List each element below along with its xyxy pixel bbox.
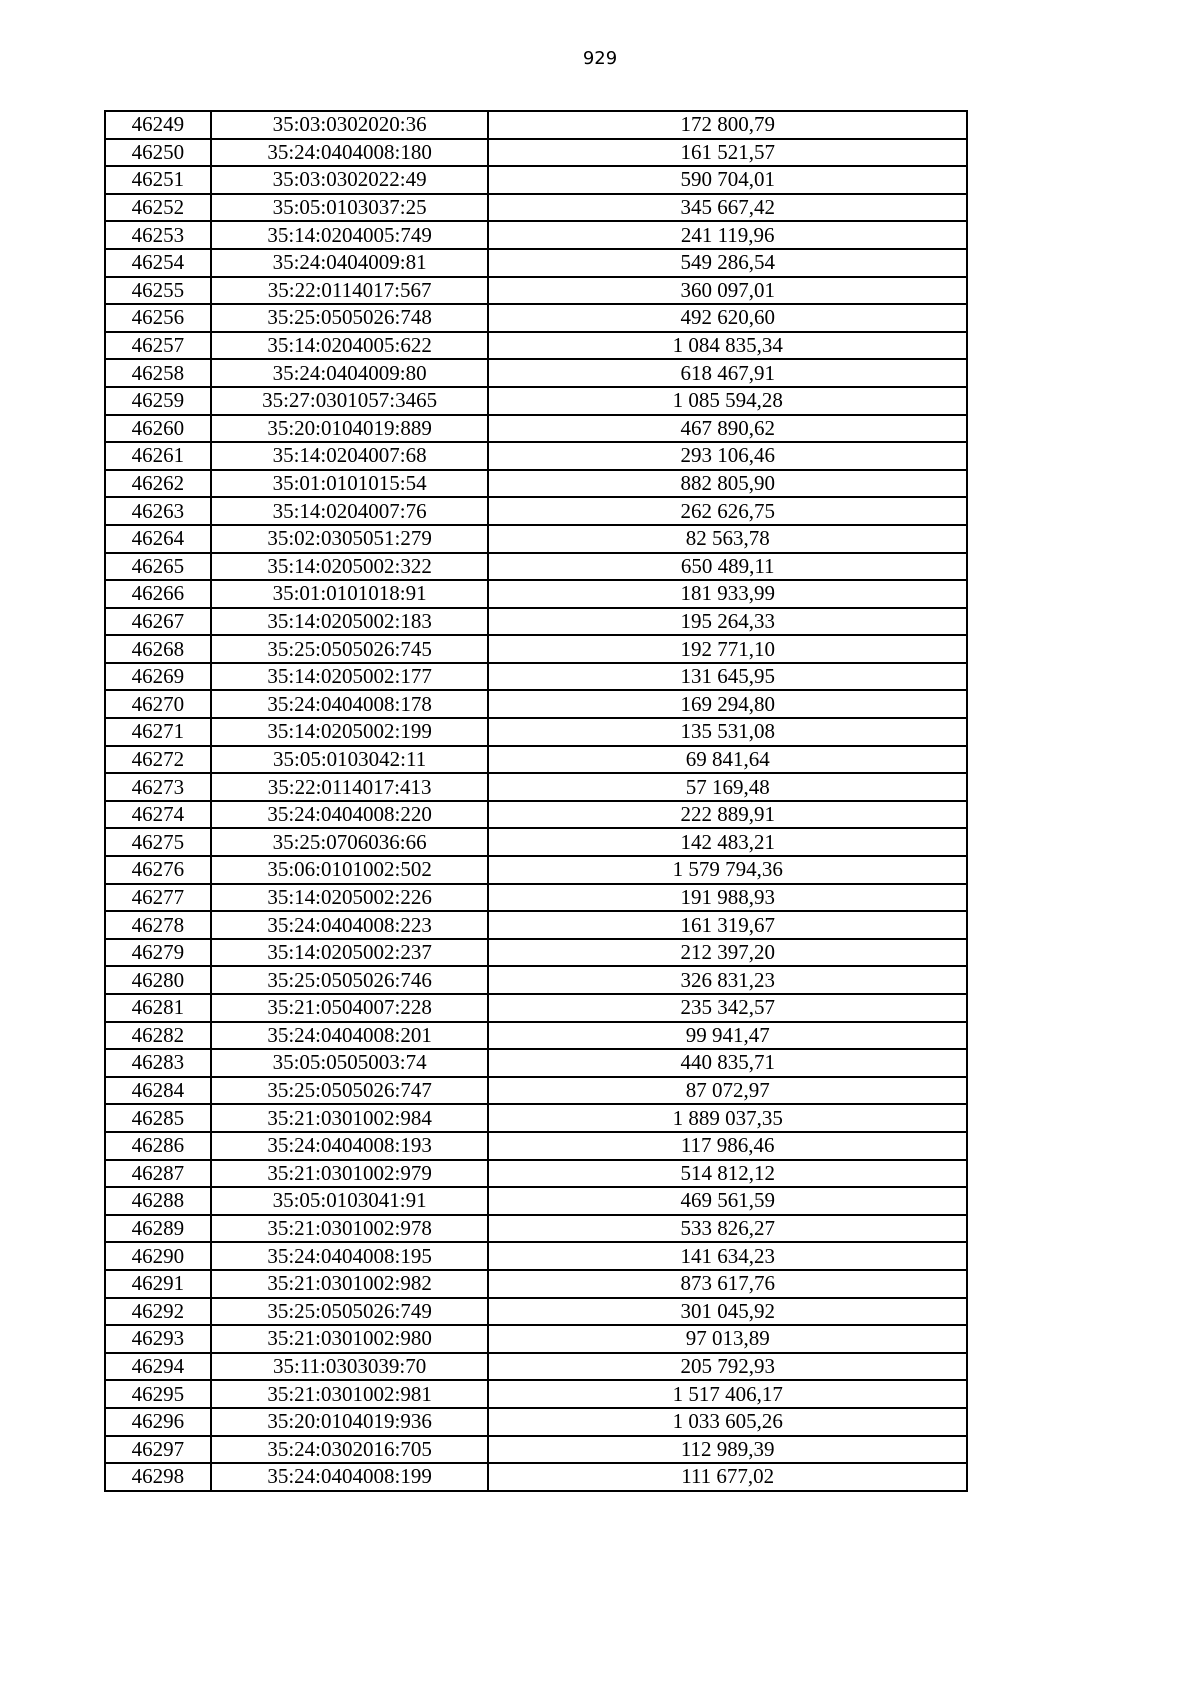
table-row — [105, 415, 967, 443]
table-row — [105, 690, 967, 718]
cadastral-number-cell: 35:03:0302022:49 — [211, 166, 489, 194]
cadastral-number-cell: 35:14:0204005:749 — [211, 221, 489, 249]
cadastral-number-cell: 35:14:0205002:322 — [211, 553, 489, 581]
cadastral-value-cell: 181 933,99 — [488, 580, 967, 608]
row-number-cell: 46292 — [105, 1298, 211, 1326]
table-row — [105, 1298, 967, 1326]
cadastral-value-cell: 1 579 794,36 — [488, 856, 967, 884]
table-row — [105, 470, 967, 498]
cadastral-number-cell: 35:24:0404008:195 — [211, 1242, 489, 1270]
cadastral-value-cell: 222 889,91 — [488, 801, 967, 829]
row-number-cell: 46269 — [105, 663, 211, 691]
row-number-cell: 46286 — [105, 1132, 211, 1160]
cadastral-number-cell: 35:14:0204005:622 — [211, 332, 489, 360]
cadastral-number-cell: 35:27:0301057:3465 — [211, 387, 489, 415]
cadastral-value-cell: 141 634,23 — [488, 1242, 967, 1270]
cadastral-number-cell: 35:21:0301002:978 — [211, 1215, 489, 1243]
cadastral-value-cell: 117 986,46 — [488, 1132, 967, 1160]
table-row — [105, 1022, 967, 1050]
table-row — [105, 773, 967, 801]
row-number-cell: 46256 — [105, 304, 211, 332]
cadastral-value-cell: 549 286,54 — [488, 249, 967, 277]
row-number-cell: 46275 — [105, 828, 211, 856]
table-row — [105, 387, 967, 415]
row-number-cell: 46281 — [105, 994, 211, 1022]
cadastral-number-cell: 35:14:0205002:226 — [211, 884, 489, 912]
row-number-cell: 46274 — [105, 801, 211, 829]
cadastral-value-cell: 142 483,21 — [488, 828, 967, 856]
table-row — [105, 994, 967, 1022]
row-number-cell: 46271 — [105, 718, 211, 746]
cadastral-value-cell: 69 841,64 — [488, 746, 967, 774]
table-row — [105, 1436, 967, 1464]
row-number-cell: 46273 — [105, 773, 211, 801]
cadastral-value-cell: 533 826,27 — [488, 1215, 967, 1243]
row-number-cell: 46288 — [105, 1187, 211, 1215]
row-number-cell: 46250 — [105, 139, 211, 167]
row-number-cell: 46297 — [105, 1436, 211, 1464]
table-row — [105, 1160, 967, 1188]
row-number-cell: 46282 — [105, 1022, 211, 1050]
cadastral-number-cell: 35:25:0706036:66 — [211, 828, 489, 856]
cadastral-number-cell: 35:25:0505026:747 — [211, 1077, 489, 1105]
table-row — [105, 1104, 967, 1132]
cadastral-number-cell: 35:21:0301002:979 — [211, 1160, 489, 1188]
row-number-cell: 46276 — [105, 856, 211, 884]
cadastral-number-cell: 35:24:0404008:180 — [211, 139, 489, 167]
cadastral-value-cell: 57 169,48 — [488, 773, 967, 801]
cadastral-value-cell: 1 084 835,34 — [488, 332, 967, 360]
row-number-cell: 46290 — [105, 1242, 211, 1270]
cadastral-value-cell: 1 033 605,26 — [488, 1408, 967, 1436]
cadastral-value-cell: 882 805,90 — [488, 470, 967, 498]
table-row — [105, 332, 967, 360]
cadastral-number-cell: 35:14:0205002:183 — [211, 608, 489, 636]
table-row — [105, 856, 967, 884]
cadastral-value-cell: 169 294,80 — [488, 690, 967, 718]
cadastral-number-cell: 35:05:0103041:91 — [211, 1187, 489, 1215]
cadastral-value-cell: 161 319,67 — [488, 911, 967, 939]
table-row — [105, 442, 967, 470]
cadastral-value-cell: 650 489,11 — [488, 553, 967, 581]
table-row — [105, 966, 967, 994]
cadastral-value-cell: 172 800,79 — [488, 111, 967, 139]
row-number-cell: 46289 — [105, 1215, 211, 1243]
table-row — [105, 1132, 967, 1160]
cadastral-number-cell: 35:03:0302020:36 — [211, 111, 489, 139]
table-row — [105, 139, 967, 167]
cadastral-number-cell: 35:01:0101015:54 — [211, 470, 489, 498]
cadastral-number-cell: 35:05:0103042:11 — [211, 746, 489, 774]
cadastral-number-cell: 35:25:0505026:749 — [211, 1298, 489, 1326]
table-row — [105, 939, 967, 967]
cadastral-value-cell: 293 106,46 — [488, 442, 967, 470]
row-number-cell: 46249 — [105, 111, 211, 139]
table-row — [105, 1242, 967, 1270]
row-number-cell: 46270 — [105, 690, 211, 718]
table-row — [105, 1380, 967, 1408]
table-row — [105, 166, 967, 194]
table-row — [105, 801, 967, 829]
cadastral-number-cell: 35:24:0404008:178 — [211, 690, 489, 718]
cadastral-number-cell: 35:20:0104019:889 — [211, 415, 489, 443]
row-number-cell: 46262 — [105, 470, 211, 498]
table-row — [105, 553, 967, 581]
row-number-cell: 46295 — [105, 1380, 211, 1408]
cadastral-number-cell: 35:24:0404009:81 — [211, 249, 489, 277]
row-number-cell: 46296 — [105, 1408, 211, 1436]
cadastral-value-cell: 262 626,75 — [488, 497, 967, 525]
cadastral-number-cell: 35:24:0404008:193 — [211, 1132, 489, 1160]
table-row — [105, 249, 967, 277]
table-row — [105, 1408, 967, 1436]
cadastral-value-cell: 326 831,23 — [488, 966, 967, 994]
cadastral-number-cell: 35:25:0505026:746 — [211, 966, 489, 994]
cadastral-value-cell: 618 467,91 — [488, 359, 967, 387]
cadastral-number-cell: 35:25:0505026:748 — [211, 304, 489, 332]
cadastral-number-cell: 35:14:0204007:68 — [211, 442, 489, 470]
cadastral-number-cell: 35:14:0205002:199 — [211, 718, 489, 746]
table-row — [105, 1353, 967, 1381]
cadastral-number-cell: 35:14:0205002:237 — [211, 939, 489, 967]
cadastral-number-cell: 35:14:0205002:177 — [211, 663, 489, 691]
row-number-cell: 46278 — [105, 911, 211, 939]
cadastral-number-cell: 35:21:0301002:981 — [211, 1380, 489, 1408]
row-number-cell: 46252 — [105, 194, 211, 222]
cadastral-value-cell: 1 889 037,35 — [488, 1104, 967, 1132]
row-number-cell: 46285 — [105, 1104, 211, 1132]
cadastral-number-cell: 35:21:0301002:980 — [211, 1325, 489, 1353]
cadastral-value-table — [104, 110, 968, 1492]
row-number-cell: 46268 — [105, 635, 211, 663]
cadastral-value-cell: 131 645,95 — [488, 663, 967, 691]
cadastral-number-cell: 35:14:0204007:76 — [211, 497, 489, 525]
cadastral-number-cell: 35:25:0505026:745 — [211, 635, 489, 663]
row-number-cell: 46293 — [105, 1325, 211, 1353]
cadastral-number-cell: 35:21:0504007:228 — [211, 994, 489, 1022]
row-number-cell: 46294 — [105, 1353, 211, 1381]
table-body — [105, 111, 967, 1491]
table-row — [105, 277, 967, 305]
row-number-cell: 46255 — [105, 277, 211, 305]
cadastral-number-cell: 35:06:0101002:502 — [211, 856, 489, 884]
cadastral-value-cell: 514 812,12 — [488, 1160, 967, 1188]
cadastral-value-cell: 467 890,62 — [488, 415, 967, 443]
row-number-cell: 46267 — [105, 608, 211, 636]
cadastral-value-cell: 112 989,39 — [488, 1436, 967, 1464]
cadastral-value-cell: 97 013,89 — [488, 1325, 967, 1353]
cadastral-value-cell: 135 531,08 — [488, 718, 967, 746]
cadastral-number-cell: 35:24:0302016:705 — [211, 1436, 489, 1464]
cadastral-value-cell: 345 667,42 — [488, 194, 967, 222]
row-number-cell: 46272 — [105, 746, 211, 774]
table-row — [105, 580, 967, 608]
table-row — [105, 1325, 967, 1353]
table-row — [105, 746, 967, 774]
cadastral-number-cell: 35:24:0404009:80 — [211, 359, 489, 387]
cadastral-value-cell: 301 045,92 — [488, 1298, 967, 1326]
cadastral-value-cell: 440 835,71 — [488, 1049, 967, 1077]
row-number-cell: 46260 — [105, 415, 211, 443]
row-number-cell: 46283 — [105, 1049, 211, 1077]
cadastral-value-cell: 87 072,97 — [488, 1077, 967, 1105]
row-number-cell: 46291 — [105, 1270, 211, 1298]
table-row — [105, 304, 967, 332]
cadastral-number-cell: 35:24:0404008:223 — [211, 911, 489, 939]
cadastral-number-cell: 35:05:0505003:74 — [211, 1049, 489, 1077]
cadastral-value-cell: 1 085 594,28 — [488, 387, 967, 415]
cadastral-value-cell: 191 988,93 — [488, 884, 967, 912]
row-number-cell: 46264 — [105, 525, 211, 553]
cadastral-number-cell: 35:05:0103037:25 — [211, 194, 489, 222]
table-row — [105, 718, 967, 746]
cadastral-number-cell: 35:21:0301002:982 — [211, 1270, 489, 1298]
cadastral-number-cell: 35:20:0104019:936 — [211, 1408, 489, 1436]
table-row — [105, 635, 967, 663]
table-row — [105, 828, 967, 856]
table-row — [105, 359, 967, 387]
cadastral-value-cell: 82 563,78 — [488, 525, 967, 553]
cadastral-value-cell: 360 097,01 — [488, 277, 967, 305]
table-row — [105, 194, 967, 222]
cadastral-number-cell: 35:24:0404008:201 — [211, 1022, 489, 1050]
row-number-cell: 46251 — [105, 166, 211, 194]
row-number-cell: 46279 — [105, 939, 211, 967]
row-number-cell: 46265 — [105, 553, 211, 581]
table-row — [105, 221, 967, 249]
table-row — [105, 1077, 967, 1105]
table-row — [105, 1270, 967, 1298]
cadastral-value-cell: 99 941,47 — [488, 1022, 967, 1050]
table-row — [105, 497, 967, 525]
cadastral-number-cell: 35:11:0303039:70 — [211, 1353, 489, 1381]
cadastral-number-cell: 35:02:0305051:279 — [211, 525, 489, 553]
table-row — [105, 1187, 967, 1215]
row-number-cell: 46263 — [105, 497, 211, 525]
table-row — [105, 1049, 967, 1077]
row-number-cell: 46266 — [105, 580, 211, 608]
row-number-cell: 46277 — [105, 884, 211, 912]
cadastral-value-cell: 195 264,33 — [488, 608, 967, 636]
cadastral-value-cell: 492 620,60 — [488, 304, 967, 332]
row-number-cell: 46259 — [105, 387, 211, 415]
cadastral-value-cell: 469 561,59 — [488, 1187, 967, 1215]
table-row — [105, 663, 967, 691]
row-number-cell: 46287 — [105, 1160, 211, 1188]
cadastral-value-cell: 873 617,76 — [488, 1270, 967, 1298]
cadastral-number-cell: 35:24:0404008:199 — [211, 1463, 489, 1491]
cadastral-value-cell: 205 792,93 — [488, 1353, 967, 1381]
row-number-cell: 46258 — [105, 359, 211, 387]
table-row — [105, 911, 967, 939]
cadastral-value-cell: 1 517 406,17 — [488, 1380, 967, 1408]
table-row — [105, 1463, 967, 1491]
cadastral-value-cell: 235 342,57 — [488, 994, 967, 1022]
cadastral-value-cell: 241 119,96 — [488, 221, 967, 249]
row-number-cell: 46284 — [105, 1077, 211, 1105]
row-number-cell: 46261 — [105, 442, 211, 470]
row-number-cell: 46280 — [105, 966, 211, 994]
table-row — [105, 884, 967, 912]
cadastral-value-cell: 192 771,10 — [488, 635, 967, 663]
cadastral-value-cell: 161 521,57 — [488, 139, 967, 167]
row-number-cell: 46253 — [105, 221, 211, 249]
cadastral-value-cell: 590 704,01 — [488, 166, 967, 194]
table-row — [105, 608, 967, 636]
row-number-cell: 46257 — [105, 332, 211, 360]
table-row — [105, 525, 967, 553]
cadastral-number-cell: 35:01:0101018:91 — [211, 580, 489, 608]
cadastral-number-cell: 35:22:0114017:413 — [211, 773, 489, 801]
cadastral-number-cell: 35:22:0114017:567 — [211, 277, 489, 305]
cadastral-number-cell: 35:24:0404008:220 — [211, 801, 489, 829]
cadastral-value-cell: 212 397,20 — [488, 939, 967, 967]
cadastral-value-cell: 111 677,02 — [488, 1463, 967, 1491]
table-row — [105, 111, 967, 139]
row-number-cell: 46298 — [105, 1463, 211, 1491]
row-number-cell: 46254 — [105, 249, 211, 277]
page-number: 929 — [582, 48, 618, 69]
table-row — [105, 1215, 967, 1243]
cadastral-number-cell: 35:21:0301002:984 — [211, 1104, 489, 1132]
